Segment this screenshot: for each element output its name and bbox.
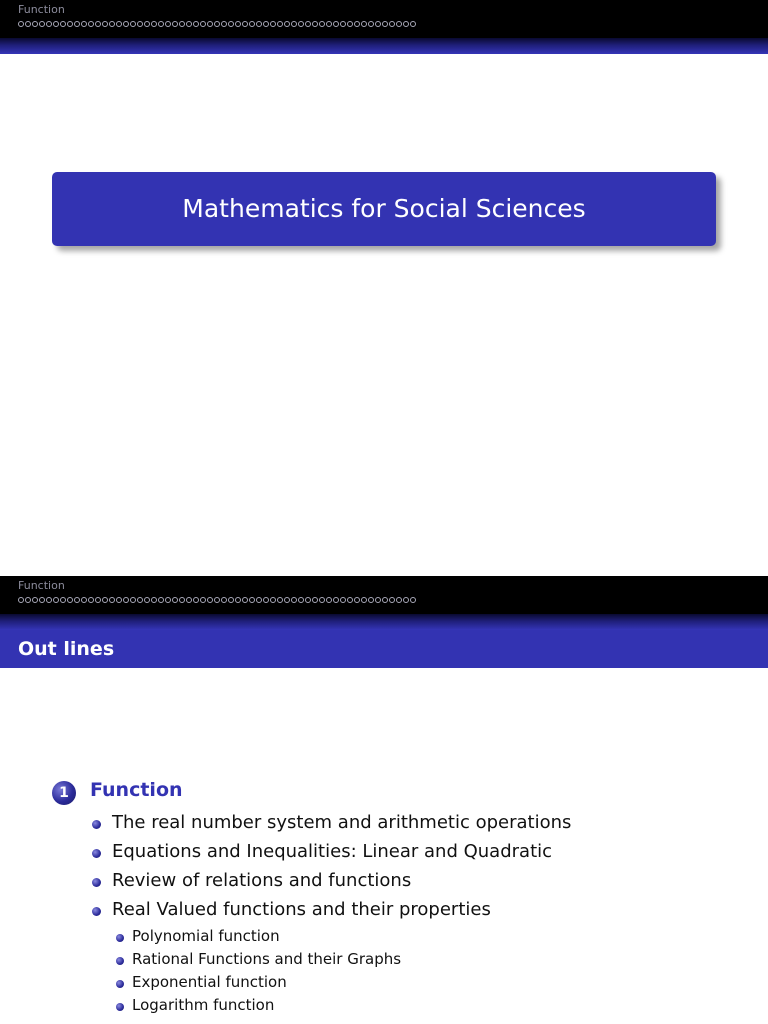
navigation-dot-icon[interactable] xyxy=(312,21,318,27)
navigation-dot-icon[interactable] xyxy=(39,21,45,27)
section-number-ball-icon: 1 xyxy=(52,781,76,805)
subsubsection-label[interactable]: Rational Functions and their Graphs xyxy=(132,950,402,968)
navigation-dot-icon[interactable] xyxy=(18,21,24,27)
navigation-dot-icon[interactable] xyxy=(32,597,38,603)
outline-slide xyxy=(0,576,768,1024)
navigation-dot-icon[interactable] xyxy=(165,597,171,603)
bullet-icon xyxy=(116,980,124,988)
navigation-dot-icon[interactable] xyxy=(249,597,255,603)
navigation-dot-icon[interactable] xyxy=(67,21,73,27)
navigation-dot-icon[interactable] xyxy=(263,597,269,603)
navigation-dot-icon[interactable] xyxy=(228,597,234,603)
navigation-dot-icon[interactable] xyxy=(277,597,283,603)
navigation-dot-icon[interactable] xyxy=(319,21,325,27)
navigation-dot-icon[interactable] xyxy=(235,21,241,27)
navigation-dot-icon[interactable] xyxy=(179,21,185,27)
navigation-dot-icon[interactable] xyxy=(375,21,381,27)
navigation-dot-icon[interactable] xyxy=(354,21,360,27)
navigation-dot-icon[interactable] xyxy=(256,597,262,603)
navigation-dot-icon[interactable] xyxy=(347,21,353,27)
navigation-dot-icon[interactable] xyxy=(403,597,409,603)
navigation-dot-icon[interactable] xyxy=(200,597,206,603)
navigation-dot-icon[interactable] xyxy=(60,597,66,603)
bullet-icon xyxy=(92,878,101,887)
subsection-label[interactable]: Review of relations and functions xyxy=(112,870,412,891)
navigation-dot-icon[interactable] xyxy=(116,21,122,27)
navigation-dot-icon[interactable] xyxy=(123,597,129,603)
navigation-dots[interactable] xyxy=(18,594,417,606)
navigation-dot-icon[interactable] xyxy=(291,21,297,27)
navigation-dot-icon[interactable] xyxy=(116,597,122,603)
navigation-dot-icon[interactable] xyxy=(298,21,304,27)
navigation-dots[interactable] xyxy=(18,18,417,30)
navigation-dot-icon[interactable] xyxy=(333,21,339,27)
navigation-dot-icon[interactable] xyxy=(53,21,59,27)
navigation-dot-icon[interactable] xyxy=(326,21,332,27)
navigation-dot-icon[interactable] xyxy=(137,597,143,603)
navigation-dot-icon[interactable] xyxy=(193,21,199,27)
navigation-dot-icon[interactable] xyxy=(32,21,38,27)
navigation-dot-icon[interactable] xyxy=(60,21,66,27)
navigation-dot-icon[interactable] xyxy=(361,21,367,27)
header-gradient xyxy=(0,614,768,630)
navigation-dot-icon[interactable] xyxy=(242,597,248,603)
frame-title-bar xyxy=(0,630,768,668)
navigation-dot-icon[interactable] xyxy=(102,21,108,27)
bullet-icon xyxy=(92,820,101,829)
navigation-dot-icon[interactable] xyxy=(53,597,59,603)
navigation-dot-icon[interactable] xyxy=(67,597,73,603)
subsubsection-label[interactable]: Logarithm function xyxy=(132,996,275,1014)
navigation-dot-icon[interactable] xyxy=(347,597,353,603)
navigation-dot-icon[interactable] xyxy=(130,597,136,603)
navigation-dot-icon[interactable] xyxy=(249,21,255,27)
navigation-dot-icon[interactable] xyxy=(88,597,94,603)
navigation-dot-icon[interactable] xyxy=(354,597,360,603)
navigation-dot-icon[interactable] xyxy=(109,597,115,603)
header-gradient xyxy=(0,38,768,54)
navigation-dot-icon[interactable] xyxy=(88,21,94,27)
navigation-dot-icon[interactable] xyxy=(270,597,276,603)
navigation-dot-icon[interactable] xyxy=(396,597,402,603)
navigation-dot-icon[interactable] xyxy=(396,21,402,27)
section-name: Function xyxy=(18,579,65,592)
navigation-dot-icon[interactable] xyxy=(242,21,248,27)
navigation-dot-icon[interactable] xyxy=(382,21,388,27)
navigation-dot-icon[interactable] xyxy=(221,597,227,603)
navigation-dot-icon[interactable] xyxy=(382,597,388,603)
navigation-dot-icon[interactable] xyxy=(200,21,206,27)
navigation-dot-icon[interactable] xyxy=(256,21,262,27)
subsubsection-label[interactable]: Exponential function xyxy=(132,973,287,991)
subsection-label[interactable]: Real Valued functions and their properties xyxy=(112,899,491,920)
navigation-dot-icon[interactable] xyxy=(95,21,101,27)
navigation-dot-icon[interactable] xyxy=(39,597,45,603)
navigation-dot-icon[interactable] xyxy=(18,597,24,603)
navigation-dot-icon[interactable] xyxy=(95,597,101,603)
navigation-dot-icon[interactable] xyxy=(137,21,143,27)
navigation-dot-icon[interactable] xyxy=(151,597,157,603)
navigation-dot-icon[interactable] xyxy=(172,597,178,603)
navigation-dot-icon[interactable] xyxy=(333,597,339,603)
bullet-icon xyxy=(92,849,101,858)
navigation-dot-icon[interactable] xyxy=(193,597,199,603)
subsubsection-label[interactable]: Polynomial function xyxy=(132,927,280,945)
navigation-dot-icon[interactable] xyxy=(25,21,31,27)
bullet-icon xyxy=(116,957,124,965)
navigation-dot-icon[interactable] xyxy=(403,21,409,27)
navigation-dot-icon[interactable] xyxy=(81,21,87,27)
navigation-dot-icon[interactable] xyxy=(305,597,311,603)
navigation-dot-icon[interactable] xyxy=(186,597,192,603)
navigation-dot-icon[interactable] xyxy=(46,21,52,27)
navigation-dot-icon[interactable] xyxy=(74,597,80,603)
navigation-dot-icon[interactable] xyxy=(340,597,346,603)
headline-bar xyxy=(0,0,768,38)
presentation-title: Mathematics for Social Sciences xyxy=(182,194,586,223)
section-label[interactable]: Function xyxy=(90,779,183,801)
headline-bar xyxy=(0,576,768,614)
navigation-dot-icon[interactable] xyxy=(165,21,171,27)
presentation-title-box xyxy=(52,172,716,246)
navigation-dot-icon[interactable] xyxy=(305,21,311,27)
navigation-dot-icon[interactable] xyxy=(123,21,129,27)
navigation-dot-icon[interactable] xyxy=(207,21,213,27)
navigation-dot-icon[interactable] xyxy=(179,597,185,603)
navigation-dot-icon[interactable] xyxy=(410,21,416,27)
navigation-dot-icon[interactable] xyxy=(235,597,241,603)
navigation-dot-icon[interactable] xyxy=(270,21,276,27)
bullet-icon xyxy=(92,907,101,916)
navigation-dot-icon[interactable] xyxy=(130,21,136,27)
navigation-dot-icon[interactable] xyxy=(228,21,234,27)
navigation-dot-icon[interactable] xyxy=(389,21,395,27)
navigation-dot-icon[interactable] xyxy=(410,597,416,603)
navigation-dot-icon[interactable] xyxy=(158,21,164,27)
subsection-label[interactable]: The real number system and arithmetic operations xyxy=(112,812,572,833)
section-name: Function xyxy=(18,3,65,16)
navigation-dot-icon[interactable] xyxy=(291,597,297,603)
bullet-icon xyxy=(116,934,124,942)
navigation-dot-icon[interactable] xyxy=(361,597,367,603)
frame-title: Out lines xyxy=(18,638,115,660)
navigation-dot-icon[interactable] xyxy=(284,597,290,603)
navigation-dot-icon[interactable] xyxy=(284,21,290,27)
navigation-dot-icon[interactable] xyxy=(144,21,150,27)
navigation-dot-icon[interactable] xyxy=(207,597,213,603)
navigation-dot-icon[interactable] xyxy=(368,597,374,603)
navigation-dot-icon[interactable] xyxy=(74,21,80,27)
navigation-dot-icon[interactable] xyxy=(144,597,150,603)
navigation-dot-icon[interactable] xyxy=(25,597,31,603)
navigation-dot-icon[interactable] xyxy=(102,597,108,603)
navigation-dot-icon[interactable] xyxy=(109,21,115,27)
bullet-icon xyxy=(116,1003,124,1011)
navigation-dot-icon[interactable] xyxy=(375,597,381,603)
navigation-dot-icon[interactable] xyxy=(186,21,192,27)
navigation-dot-icon[interactable] xyxy=(214,21,220,27)
navigation-dot-icon[interactable] xyxy=(214,597,220,603)
navigation-dot-icon[interactable] xyxy=(46,597,52,603)
navigation-dot-icon[interactable] xyxy=(368,21,374,27)
navigation-dot-icon[interactable] xyxy=(298,597,304,603)
navigation-dot-icon[interactable] xyxy=(172,21,178,27)
navigation-dot-icon[interactable] xyxy=(221,21,227,27)
navigation-dot-icon[interactable] xyxy=(319,597,325,603)
navigation-dot-icon[interactable] xyxy=(263,21,269,27)
navigation-dot-icon[interactable] xyxy=(340,21,346,27)
navigation-dot-icon[interactable] xyxy=(326,597,332,603)
navigation-dot-icon[interactable] xyxy=(312,597,318,603)
navigation-dot-icon[interactable] xyxy=(158,597,164,603)
navigation-dot-icon[interactable] xyxy=(81,597,87,603)
navigation-dot-icon[interactable] xyxy=(389,597,395,603)
navigation-dot-icon[interactable] xyxy=(277,21,283,27)
navigation-dot-icon[interactable] xyxy=(151,21,157,27)
subsection-label[interactable]: Equations and Inequalities: Linear and Quadratic xyxy=(112,841,553,862)
